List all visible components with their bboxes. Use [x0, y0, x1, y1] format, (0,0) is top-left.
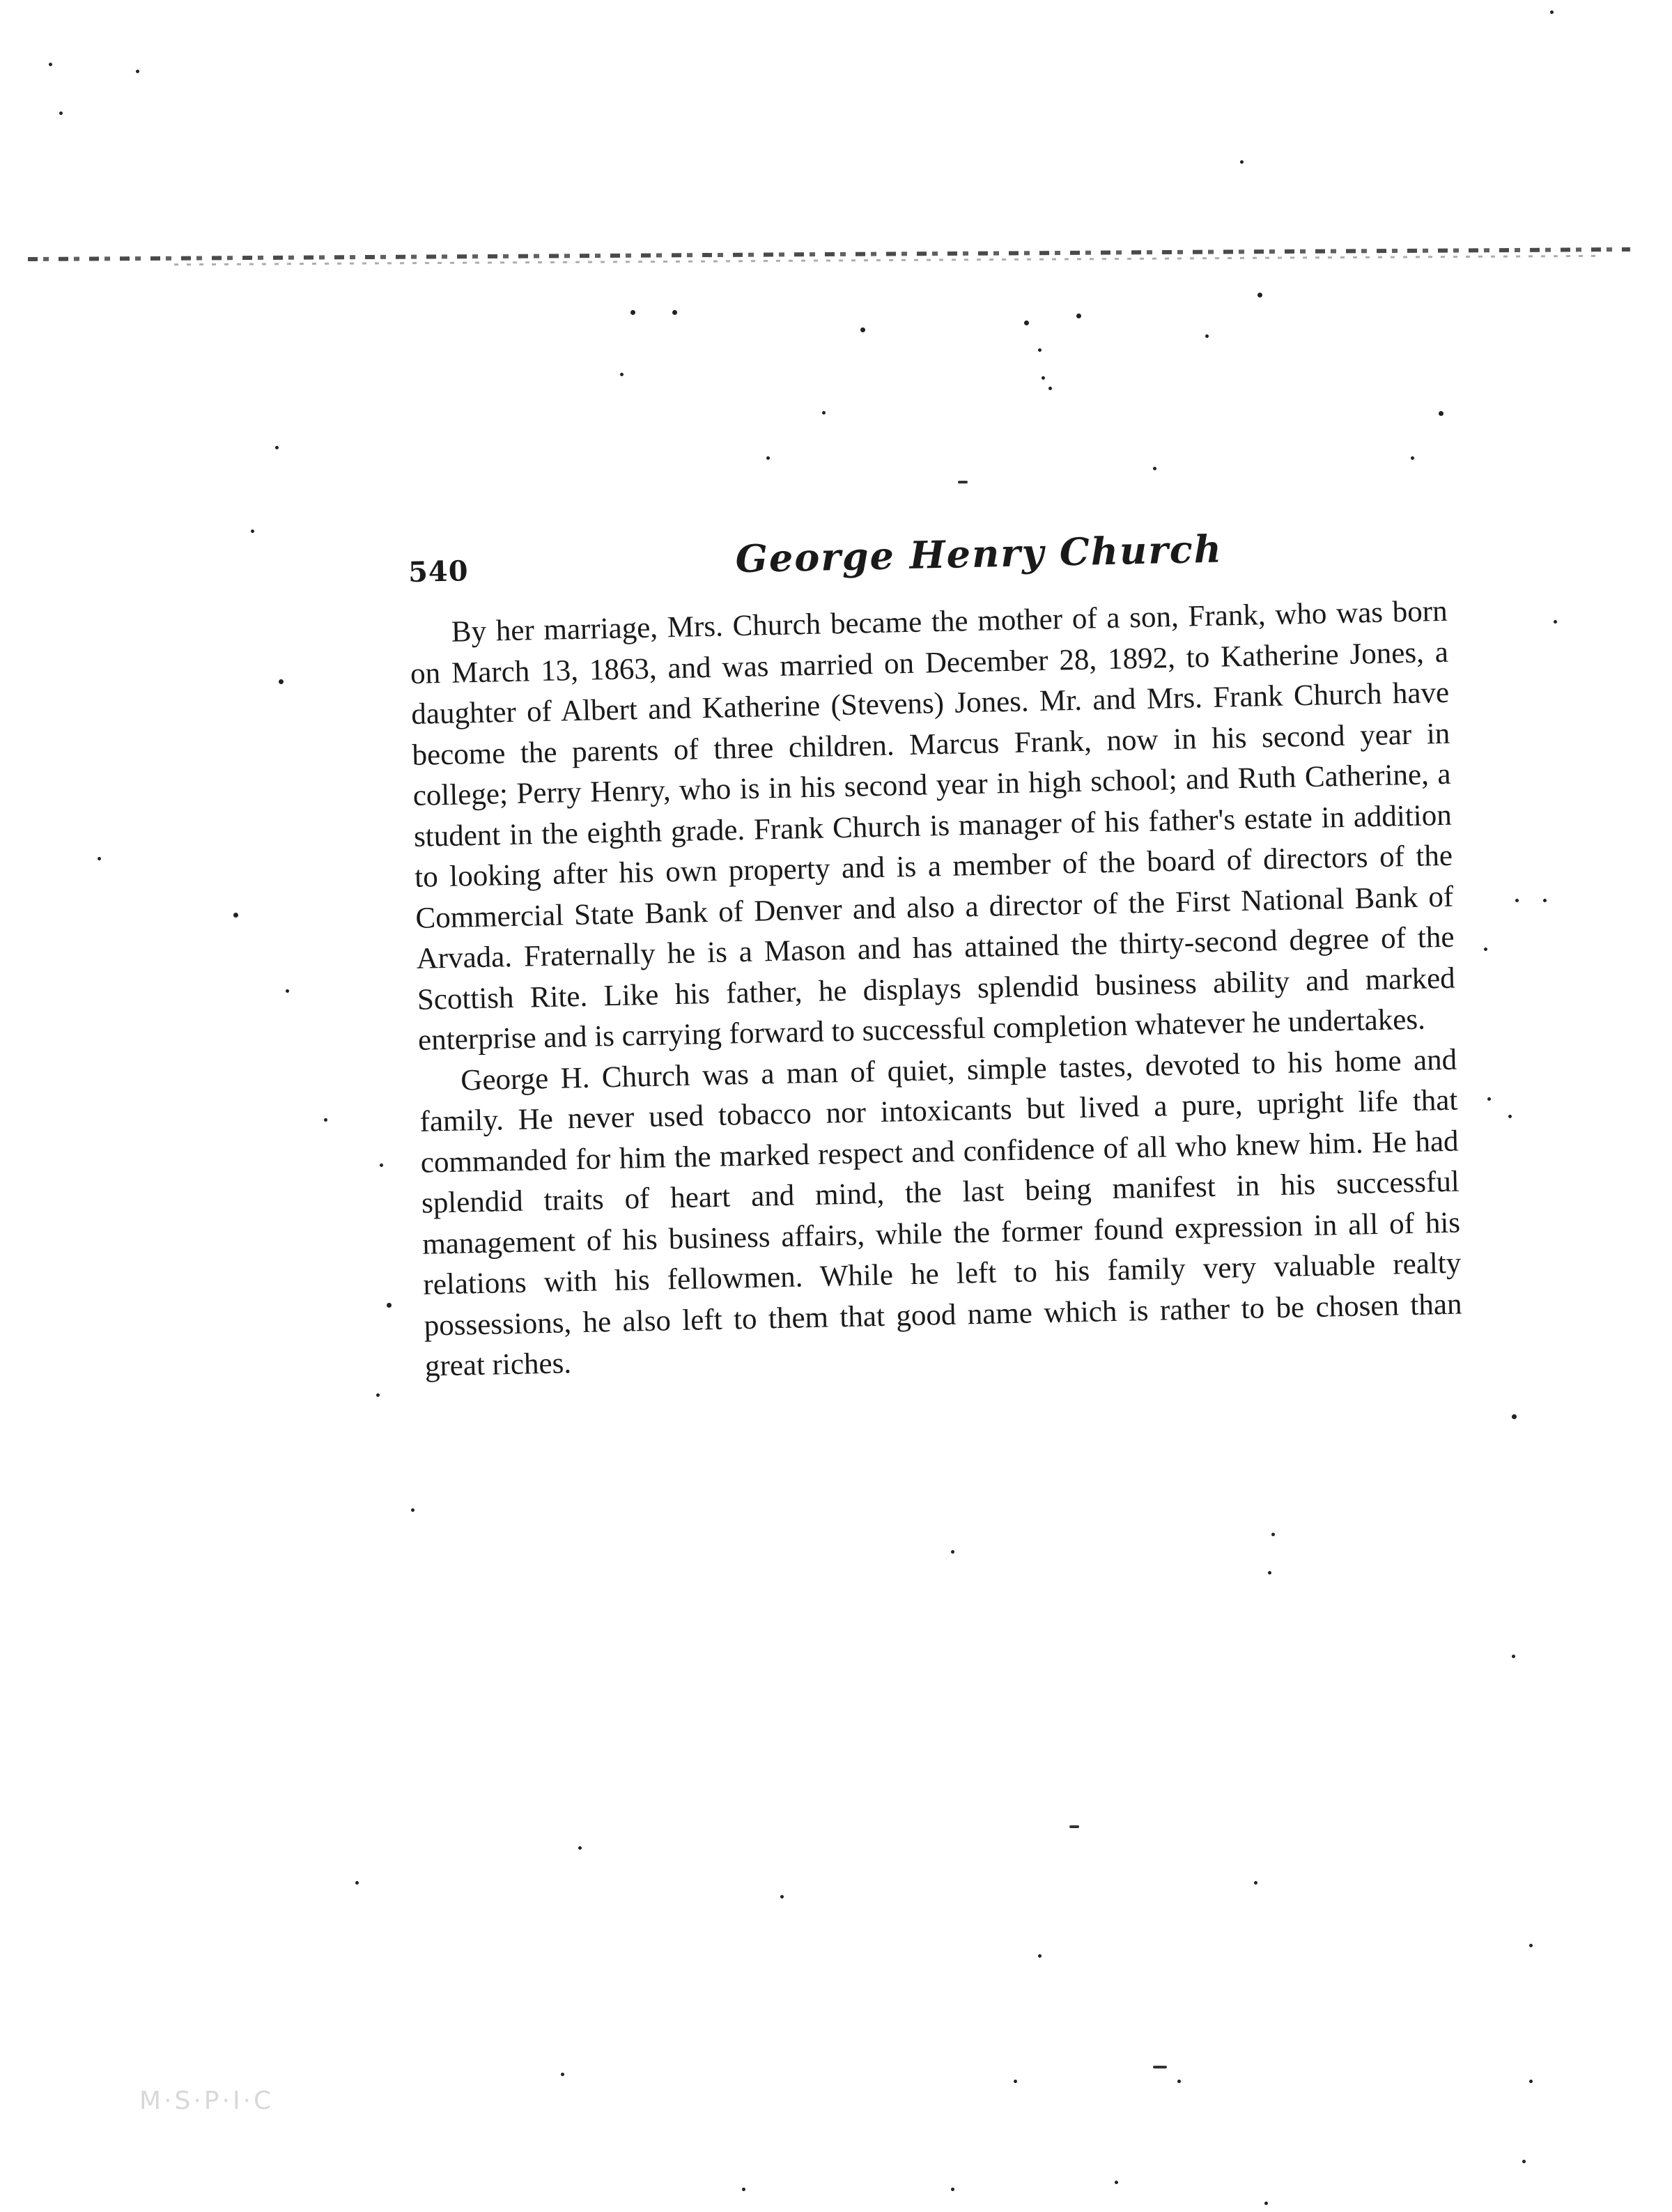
scan-speck	[742, 2188, 745, 2191]
scan-speck	[951, 1550, 954, 1554]
scan-speck	[376, 1393, 380, 1397]
scan-speck	[1076, 314, 1081, 318]
scan-speck	[672, 310, 677, 315]
scan-speck	[1512, 1414, 1517, 1419]
scan-speck	[1038, 348, 1042, 352]
scan-speck	[1153, 467, 1156, 470]
scan-speck	[1529, 2080, 1533, 2083]
scan-speck	[1177, 2080, 1181, 2083]
scan-speck	[1268, 1571, 1271, 1575]
paragraph: By her marriage, Mrs. Church became the mother of a son, Frank, who was born on March 13, 1863, and was married on December 28, 1892, to Katherine Jones, a daughter of Albert and Katherine (Stevens) Jones. Mr. and Mrs. Frank Church have become the parents of three children. Marcus Frank, now in his second year in college; Perry Henry, who is in his second year in high school; and Ruth Catherine, a student in the eighth grade. Frank Church is manager of his father's estate in addition to looking after his own property and is a member of the board of directors of the Commercial State Bank of Denver and also a director of the First National Bank of Arvada. Fraternally he is a Mason and has attained the thirty-second degree of the Scottish Rite. Like his father, he displays splendid business ability and marked enterprise and is carrying forward to successful completion whatever he undertakes.	[410, 594, 1456, 1057]
scan-speck	[1508, 1115, 1512, 1118]
scan-speck	[1024, 320, 1029, 325]
scan-dash-mark	[1069, 1825, 1079, 1828]
scan-speck	[1271, 1533, 1275, 1536]
scan-speck	[1554, 620, 1557, 624]
scan-speck	[766, 456, 770, 460]
page-header	[408, 515, 1447, 599]
faint-stamp-mark: M·S·P·I·C	[139, 2087, 274, 2115]
scan-speck	[275, 446, 279, 449]
scan-speck	[1529, 1944, 1533, 1947]
scan-speck	[578, 1846, 582, 1850]
paragraph: George H. Church was a man of quiet, simple tastes, devoted to his home and family. He never used tobacco nor intoxicants but lived a pure, upright life that commanded for him the marked respect and confidence of all who knew him. He had splendid traits of heart and mind, the last being manifest in his successful management of his business affairs, while the former found expression in all of his relations with his fellowmen. While he left to his family very valuable realty possessions, he also left to them that good name which is rather to be chosen than great riches.	[419, 1043, 1462, 1383]
scan-speck	[620, 373, 624, 376]
scan-speck	[1512, 1655, 1515, 1658]
scan-speck	[49, 63, 52, 66]
running-head: George Henry Church	[735, 526, 1223, 582]
scan-speck	[1038, 1954, 1042, 1958]
scan-speck	[1115, 2181, 1118, 2184]
scan-speck	[1439, 411, 1443, 416]
scan-speck	[1205, 334, 1209, 338]
scan-speck	[324, 1118, 327, 1122]
scan-speck	[1550, 10, 1554, 14]
body-text	[409, 591, 1463, 1387]
scan-speck	[1515, 899, 1519, 902]
scan-speck	[1014, 2080, 1017, 2083]
scan-speck	[1522, 2160, 1526, 2163]
scan-dash-mark	[958, 481, 968, 484]
scan-speck	[822, 411, 826, 415]
scan-speck	[98, 857, 101, 860]
scan-speck	[561, 2073, 564, 2076]
scan-dash-mark	[1153, 2066, 1167, 2068]
scan-speck	[233, 913, 238, 918]
scan-speck	[411, 1508, 415, 1512]
scan-speck	[380, 1163, 383, 1167]
scan-speck	[1042, 376, 1045, 380]
scan-speck	[1484, 948, 1487, 951]
scan-speck	[630, 310, 635, 315]
scan-speck	[279, 679, 284, 684]
scan-speck	[1254, 1881, 1257, 1885]
scan-speck	[860, 327, 865, 332]
scan-speck	[1411, 456, 1414, 460]
scan-speck	[286, 989, 289, 993]
scan-speck	[251, 529, 254, 533]
scan-speck	[1240, 160, 1244, 164]
scan-speck	[387, 1303, 392, 1308]
scan-speck	[1543, 899, 1547, 902]
scan-speck	[1257, 293, 1262, 297]
scan-speck	[1264, 2202, 1268, 2205]
scan-speck	[1487, 1097, 1491, 1101]
scan-speck	[1048, 387, 1052, 390]
scan-speck	[951, 2188, 954, 2191]
scan-speck	[355, 1881, 359, 1885]
printed-text-block	[408, 515, 1463, 1387]
scan-speck	[136, 70, 139, 73]
scan-speck	[59, 111, 63, 115]
scan-speck	[780, 1895, 784, 1898]
page-number: 540	[408, 555, 470, 589]
